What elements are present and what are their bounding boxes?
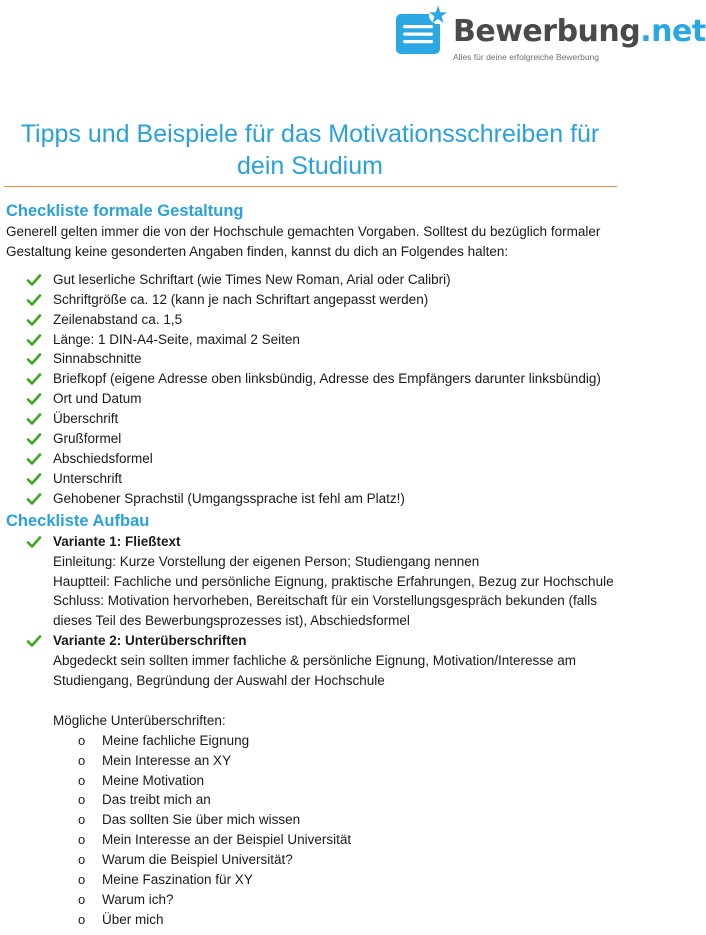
subheading-item-text: Warum die Beispiel Universität?: [102, 852, 293, 868]
subheading-item-text: Meine Motivation: [102, 772, 205, 788]
subheading-item-text: Warum ich?: [102, 891, 174, 907]
subheading-item-text: Meine fachliche Eignung: [102, 732, 250, 748]
formal-item-text: Ort und Datum: [53, 391, 142, 407]
subheading-list: [6, 731, 616, 930]
circle-bullet-icon: o: [78, 911, 86, 927]
formal-item-text: Schriftgröße ca. 12 (kann je nach Schriftart angepasst werden): [53, 291, 429, 307]
formal-item: [6, 270, 616, 290]
subheading-item: [6, 830, 616, 850]
formal-item: [6, 389, 616, 409]
formal-item-text: Briefkopf (eigene Adresse oben linksbündig, Adresse des Empfängers darunter linksbündig): [53, 371, 601, 387]
checkmark-icon: [27, 413, 41, 425]
formal-item: [6, 429, 616, 449]
subheading-item: [6, 810, 616, 830]
page-title: [0, 118, 620, 182]
circle-bullet-icon: o: [78, 891, 86, 907]
formal-heading: Checkliste formale Gestaltung: [6, 202, 244, 220]
variant-2-subheading: Mögliche Unterüberschriften:: [53, 712, 226, 728]
formal-intro: Generell gelten immer die von der Hochschule gemachten Vorgaben. Solltest du bezüglich formaler Gestaltung keine gesonderten Angaben finden, kannst du dich an Folgendes halten:: [6, 224, 601, 259]
formal-item-text: Sinnabschnitte: [53, 351, 142, 367]
subheading-item-text: Mein Interesse an der Beispiel Universität: [102, 832, 352, 848]
checkmark-icon: [27, 473, 41, 485]
circle-bullet-icon: o: [78, 872, 86, 888]
variant-1: [6, 532, 616, 632]
checkmark-icon: [27, 536, 41, 548]
formal-item: [6, 409, 616, 429]
variant-2-text: Abgedeckt sein sollten immer fachliche & persönliche Eignung, Motivation/Interesse am Studiengang, Begründung der Auswahl der Hochschule: [53, 653, 577, 689]
brand-tld: net: [651, 14, 706, 49]
checkmark-icon: [27, 294, 41, 306]
formal-checklist: [6, 270, 616, 509]
circle-bullet-icon: o: [78, 832, 86, 848]
formal-item: [6, 469, 616, 489]
formal-item-text: Gehobener Sprachstil (Umgangssprache ist fehl am Platz!): [53, 490, 405, 506]
subheading-item-text: Das sollten Sie über mich wissen: [102, 812, 301, 828]
subheading-item: [6, 731, 616, 751]
aufbau-checklist: [6, 532, 616, 731]
subheading-item-text: Über mich: [102, 911, 164, 927]
circle-bullet-icon: o: [78, 852, 86, 868]
subheading-item-text: Mein Interesse an XY: [102, 752, 232, 768]
subheading-item: [6, 890, 616, 910]
subheading-item: [6, 850, 616, 870]
circle-bullet-icon: o: [78, 792, 86, 808]
page-title-line-2: dein Studium: [237, 152, 383, 180]
document-body: [6, 200, 616, 930]
formal-item-text: Gut leserliche Schriftart (wie Times New Roman, Arial oder Calibri): [53, 271, 451, 287]
checkmark-icon: [27, 635, 41, 647]
variant-1-title: Variante 1: Fließtext: [53, 533, 181, 549]
circle-bullet-icon: o: [78, 752, 86, 768]
checkmark-icon: [27, 393, 41, 405]
variant-2: [6, 631, 616, 731]
checkmark-icon: [27, 334, 41, 346]
checkmark-icon: [27, 353, 41, 365]
checkmark-icon: [27, 433, 41, 445]
formal-item-text: Abschiedsformel: [53, 450, 153, 466]
formal-item: [6, 369, 616, 389]
circle-bullet-icon: o: [78, 772, 86, 788]
document-star-icon: [395, 4, 447, 56]
formal-item-text: Länge: 1 DIN-A4-Seite, maximal 2 Seiten: [53, 331, 300, 347]
formal-item-text: Grußformel: [53, 431, 122, 447]
variant-1-main-line: Hauptteil: Fachliche und persönliche Eignung, praktische Erfahrungen, Bezug zur Hochschule: [53, 573, 614, 589]
formal-item: [6, 349, 616, 369]
checkmark-icon: [27, 493, 41, 505]
subheading-item: [6, 751, 616, 771]
aufbau-heading: Checkliste Aufbau: [6, 511, 150, 530]
formal-item-text: Unterschrift: [53, 470, 123, 486]
subheading-item: [6, 790, 616, 810]
checkmark-icon: [27, 314, 41, 326]
formal-item: [6, 310, 616, 330]
spacer: [53, 691, 616, 711]
subheading-item-text: Meine Faszination für XY: [102, 872, 253, 888]
variant-1-intro-line: Einleitung: Kurze Vorstellung der eigenen Person; Studiengang nennen: [53, 553, 480, 569]
variant-2-title: Variante 2: Unterüberschriften: [53, 633, 247, 649]
title-divider: [4, 186, 617, 187]
checkmark-icon: [27, 373, 41, 385]
brand-main: Bewerbung: [453, 14, 641, 49]
circle-bullet-icon: o: [78, 732, 86, 748]
formal-item: [6, 290, 616, 310]
brand-wordmark: [453, 14, 706, 50]
variant-1-closing-line: Schluss: Motivation hervorheben, Bereitschaft für ein Vorstellungsgespräch bekunden (falls dieses Teil des Bewerbungsprozesses ist), Abschiedsformel: [53, 593, 598, 629]
checkmark-icon: [27, 453, 41, 465]
subheading-item-text: Das treibt mich an: [102, 792, 211, 808]
formal-item: [6, 449, 616, 469]
brand-tagline: Alles für deine erfolgreiche Bewerbung: [453, 52, 600, 62]
formal-item: [6, 330, 616, 350]
subheading-item: [6, 870, 616, 890]
page-title-line-1: Tipps und Beispiele für das Motivationsschreiben für: [20, 120, 600, 148]
brand-dot: .: [640, 14, 652, 49]
formal-item-text: Zeilenabstand ca. 1,5: [53, 311, 183, 327]
formal-item: [6, 489, 616, 509]
subheading-item: [6, 910, 616, 930]
formal-item-text: Überschrift: [53, 411, 119, 427]
circle-bullet-icon: o: [78, 812, 86, 828]
brand-logo: [393, 2, 706, 64]
subheading-item: [6, 771, 616, 791]
checkmark-icon: [27, 274, 41, 286]
